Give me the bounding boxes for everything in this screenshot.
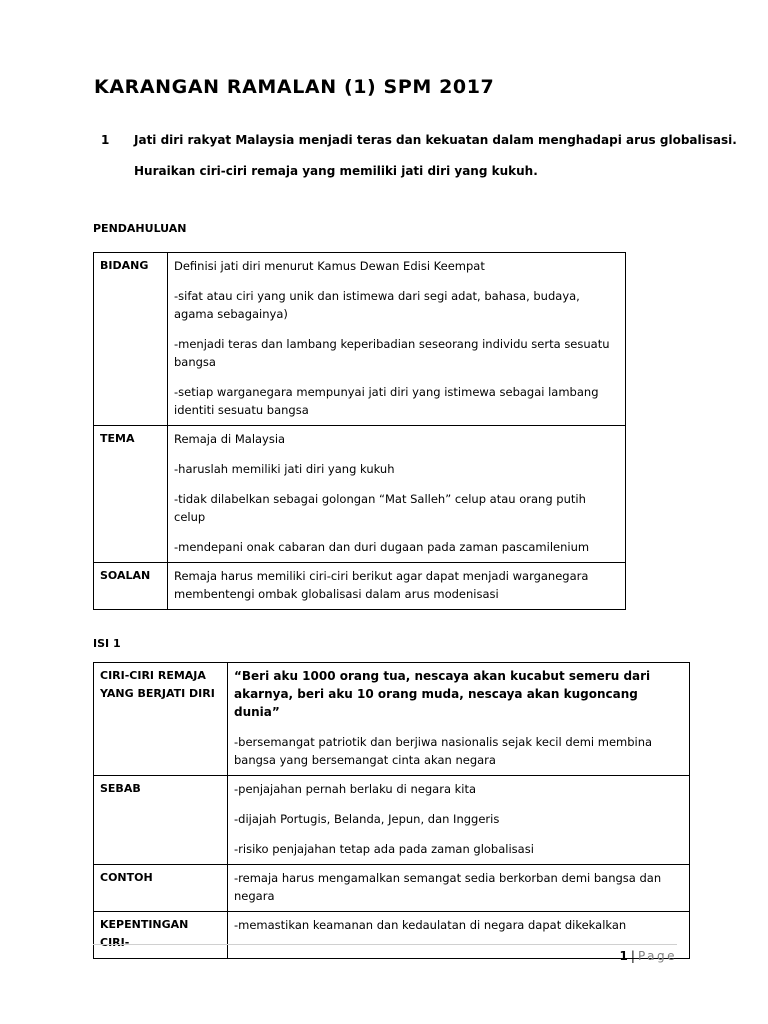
isi-line: -remaja harus mengamalkan semangat sedia berkorban demi bangsa dan negara [234, 871, 662, 903]
isi-row-content [228, 776, 690, 865]
intro-row-label: TEMA [94, 426, 168, 563]
footer-divider [93, 944, 677, 945]
question-number: 1 [101, 133, 110, 147]
intro-line: Remaja di Malaysia [174, 432, 286, 446]
isi-row-contoh [94, 865, 690, 912]
question-statement: Jati diri rakyat Malaysia menjadi teras dan kekuatan dalam menghadapi arus globalisasi. [134, 133, 737, 147]
isi-table [93, 662, 690, 959]
isi-row-kepentingan [94, 912, 690, 959]
isi-line: -memastikan keamanan dan kedaulatan di negara dapat dikekalkan [234, 918, 627, 932]
isi-row-ciri [94, 663, 690, 776]
intro-line: Remaja harus memiliki ciri-ciri berikut agar dapat menjadi warganegara membentengi ombak globalisasi dalam arus modenisasi [174, 569, 589, 601]
section-label-pendahuluan: PENDAHULUAN [93, 222, 187, 235]
isi-row-label: SEBAB [94, 776, 228, 865]
isi-row-label: CONTOH [94, 865, 228, 912]
intro-line: -sifat atau ciri yang unik dan istimewa dari segi adat, bahasa, budaya, agama sebagainya) [174, 289, 580, 321]
page-word: Page [637, 949, 677, 963]
intro-line: -mendepani onak cabaran dan duri dugaan pada zaman pascamilenium [174, 540, 590, 554]
isi-line: -risiko penjajahan tetap ada pada zaman globalisasi [234, 842, 534, 856]
isi-line: -bersemangat patriotik dan berjiwa nasionalis sejak kecil demi membina bangsa yang bersemangat cinta akan negara [234, 735, 653, 767]
section-label-isi-1: ISI 1 [93, 637, 121, 650]
intro-row-label: BIDANG [94, 253, 168, 426]
intro-line: -tidak dilabelkan sebagai golongan “Mat Salleh” celup atau orang putih celup [174, 492, 586, 524]
intro-table [93, 252, 626, 610]
isi-row-label: KEPENTINGAN CIRI- [94, 912, 228, 959]
intro-row-label: SOALAN [94, 563, 168, 610]
isi-row-label: CIRI-CIRI REMAJA YANG BERJATI DIRI [94, 663, 228, 776]
intro-row-content [168, 426, 626, 563]
page-separator: | [630, 949, 635, 963]
isi-line: -penjajahan pernah berlaku di negara kita [234, 782, 477, 796]
quote-line: “Beri aku 1000 orang tua, nescaya akan kucabut semeru dari akarnya, beri aku 10 orang muda, nescaya akan kugoncang dunia” [234, 669, 651, 719]
intro-row-content [168, 563, 626, 610]
isi-row-sebab [94, 776, 690, 865]
intro-row-tema [94, 426, 626, 563]
isi-line: -dijajah Portugis, Belanda, Jepun, dan Inggeris [234, 812, 500, 826]
question-instruction: Huraikan ciri-ciri remaja yang memiliki jati diri yang kukuh. [134, 164, 538, 178]
intro-row-content [168, 253, 626, 426]
intro-line: -haruslah memiliki jati diri yang kukuh [174, 462, 395, 476]
page-number: 1 [619, 949, 628, 963]
document-title: KARANGAN RAMALAN (1) SPM 2017 [94, 76, 495, 98]
intro-line: Definisi jati diri menurut Kamus Dewan Edisi Keempat [174, 259, 485, 273]
intro-row-bidang [94, 253, 626, 426]
intro-line: -setiap warganegara mempunyai jati diri yang istimewa sebagai lambang identiti sesuatu bangsa [174, 385, 599, 417]
page-footer [620, 949, 677, 963]
intro-row-soalan [94, 563, 626, 610]
isi-row-content [228, 865, 690, 912]
isi-row-content [228, 663, 690, 776]
intro-line: -menjadi teras dan lambang keperibadian seseorang individu serta sesuatu bangsa [174, 337, 610, 369]
